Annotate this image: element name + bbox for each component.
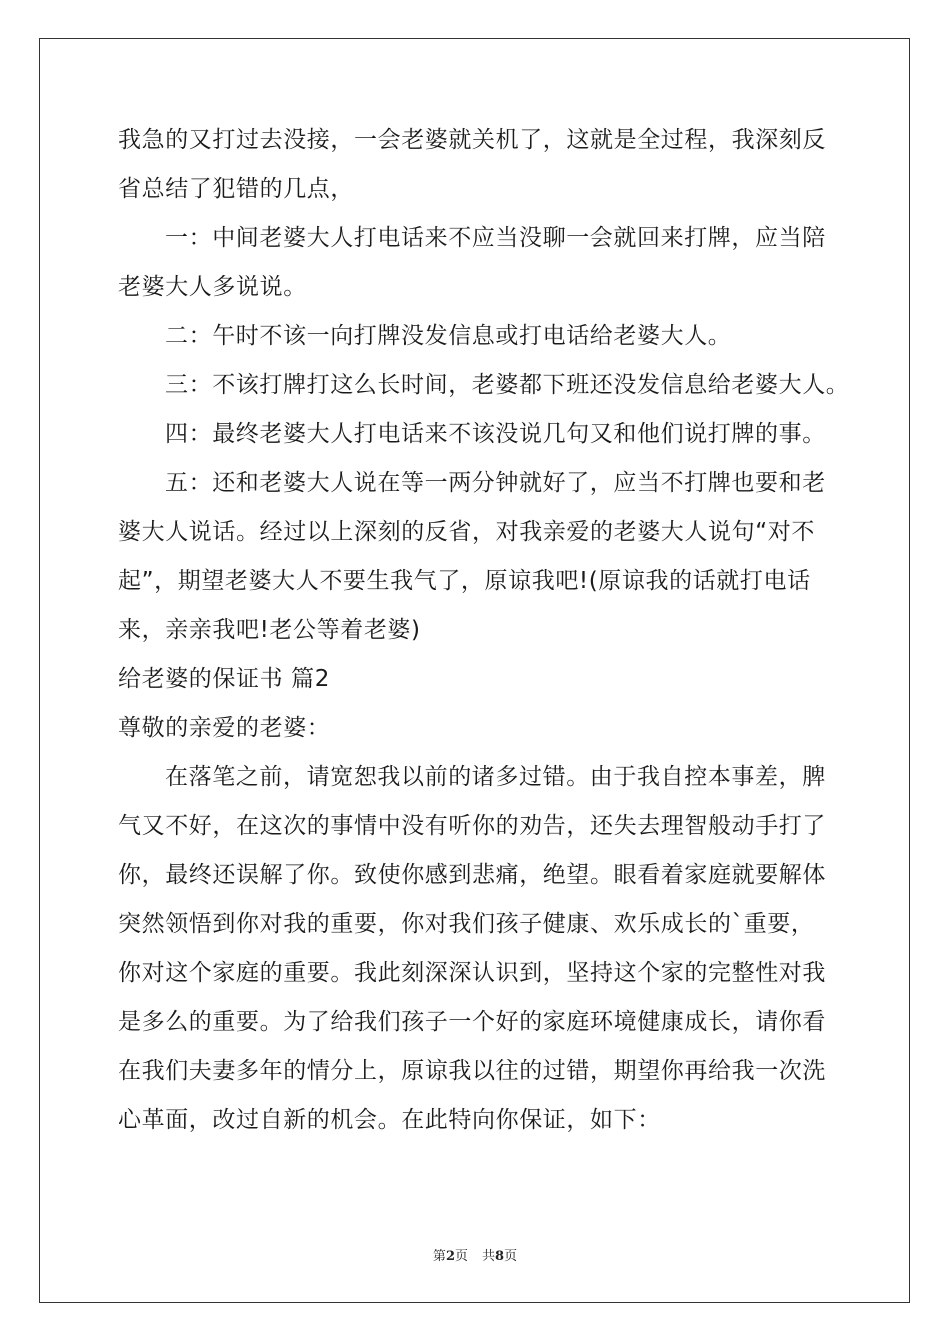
section-heading: 给老婆的保证书 篇2 — [118, 666, 330, 692]
text-line: 老婆大人多说说。 — [118, 274, 307, 300]
text-line: 来，亲亲我吧!老公等着老婆) — [118, 617, 421, 643]
total-prefix: 共 — [482, 1249, 496, 1264]
text-line: 三：不该打牌打这么长时间，老婆都下班还没发信息给老婆大人。 — [165, 372, 850, 398]
text-line: 你对这个家庭的重要。我此刻深深认识到，坚持这个家的完整性对我 — [118, 960, 826, 986]
text-line: 心革面，改过自新的机会。在此特向你保证，如下： — [118, 1107, 661, 1133]
text-line: 是多么的重要。为了给我们孩子一个好的家庭环境健康成长，请你看 — [118, 1009, 826, 1035]
text-line: 省总结了犯错的几点， — [118, 176, 354, 202]
document-body — [118, 126, 850, 1155]
page-footer — [0, 1249, 950, 1265]
page-prefix: 第 — [432, 1249, 446, 1264]
text-line: 气又不好，在这次的事情中没有听你的劝告，还失去理智般动手打了 — [118, 813, 826, 839]
page-total-number: 8 — [495, 1249, 505, 1264]
text-line: 二：午时不该一向打牌没发信息或打电话给老婆大人。 — [165, 323, 732, 349]
text-line: 四：最终老婆大人打电话来不该没说几句又和他们说打牌的事。 — [165, 421, 826, 447]
text-line: 你，最终还误解了你。致使你感到悲痛，绝望。眼看着家庭就要解体 — [118, 862, 826, 888]
page-current-number: 2 — [445, 1249, 455, 1264]
total-suffix: 页 — [504, 1249, 518, 1264]
text-line: 一：中间老婆大人打电话来不应当没聊一会就回来打牌，应当陪 — [165, 225, 826, 251]
text-line: 在落笔之前，请宽恕我以前的诸多过错。由于我自控本事差，脾 — [165, 764, 826, 790]
salutation: 尊敬的亲爱的老婆： — [118, 715, 331, 741]
text-line: 五：还和老婆大人说在等一两分钟就好了，应当不打牌也要和老 — [165, 470, 826, 496]
text-line: 婆大人说话。经过以上深刻的反省，对我亲爱的老婆大人说句“对不 — [118, 519, 815, 545]
text-line: 我急的又打过去没接，一会老婆就关机了，这就是全过程，我深刻反 — [118, 127, 826, 153]
text-line: 突然领悟到你对我的重要，你对我们孩子健康、欢乐成长的`重要， — [118, 911, 815, 937]
text-line: 在我们夫妻多年的情分上，原谅我以往的过错，期望你再给我一次洗 — [118, 1058, 826, 1084]
page-suffix: 页 — [454, 1249, 468, 1264]
text-line: 起”，期望老婆大人不要生我气了，原谅我吧!(原谅我的话就打电话 — [118, 568, 811, 594]
